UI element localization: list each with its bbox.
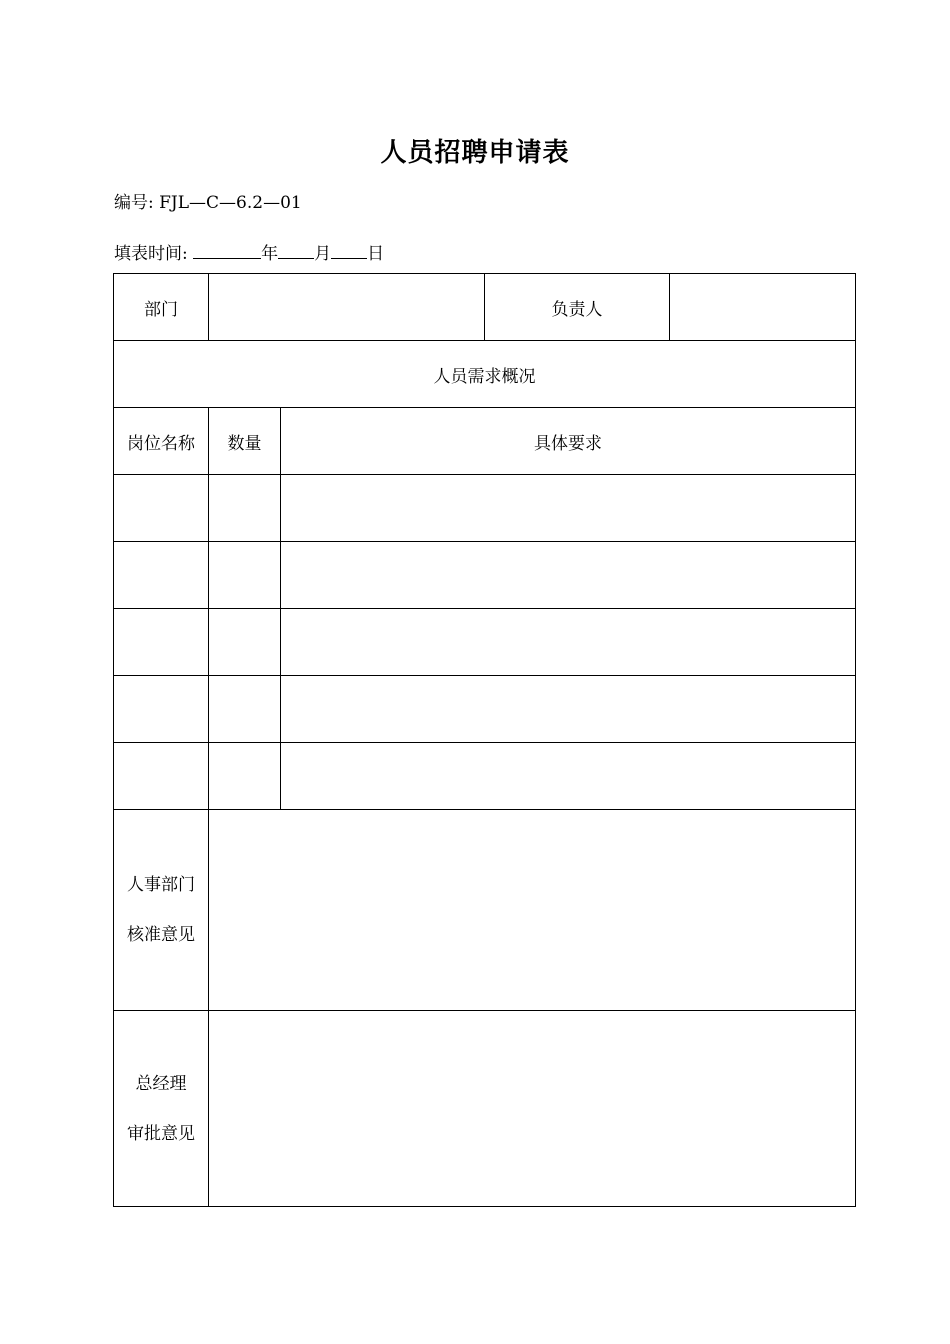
col-position-header: 岗位名称 bbox=[114, 408, 209, 475]
hr-opinion-line1: 人事部门 bbox=[127, 875, 195, 895]
month-label: 月 bbox=[314, 244, 332, 264]
form-code-value: FJL—C—6.2—01 bbox=[159, 193, 302, 213]
hr-opinion-line2: 核准意见 bbox=[127, 925, 195, 945]
requirements-cell[interactable] bbox=[281, 676, 856, 743]
quantity-cell[interactable] bbox=[209, 609, 281, 676]
gm-opinion-line1: 总经理 bbox=[135, 1073, 187, 1094]
gm-opinion-line2: 审批意见 bbox=[127, 1123, 195, 1144]
gm-opinion-row bbox=[114, 1011, 856, 1207]
gm-opinion-cell[interactable] bbox=[209, 1011, 856, 1207]
position-cell[interactable] bbox=[114, 676, 209, 743]
dept-row bbox=[114, 274, 856, 341]
quantity-cell[interactable] bbox=[209, 743, 281, 810]
section-title-row bbox=[114, 341, 856, 408]
form-code-label: 编号: bbox=[114, 193, 154, 213]
day-label: 日 bbox=[367, 244, 385, 264]
requirements-cell[interactable] bbox=[281, 743, 856, 810]
quantity-cell[interactable] bbox=[209, 676, 281, 743]
year-label: 年 bbox=[261, 244, 279, 264]
position-cell[interactable] bbox=[114, 475, 209, 542]
column-header-row bbox=[114, 408, 856, 475]
dept-value-cell[interactable] bbox=[209, 274, 485, 341]
col-requirements-header: 具体要求 bbox=[281, 408, 856, 475]
table-row bbox=[114, 542, 856, 609]
form-code bbox=[114, 188, 302, 213]
gm-opinion-label bbox=[114, 1011, 209, 1207]
owner-label: 负责人 bbox=[485, 274, 670, 341]
hr-opinion-label bbox=[114, 810, 209, 1011]
col-quantity-header: 数量 bbox=[209, 408, 281, 475]
day-blank[interactable] bbox=[331, 241, 367, 259]
table-row bbox=[114, 475, 856, 542]
position-cell[interactable] bbox=[114, 743, 209, 810]
year-blank[interactable] bbox=[193, 241, 261, 259]
quantity-cell[interactable] bbox=[209, 542, 281, 609]
owner-value-cell[interactable] bbox=[670, 274, 856, 341]
requirements-cell[interactable] bbox=[281, 542, 856, 609]
dept-label: 部门 bbox=[114, 274, 209, 341]
position-cell[interactable] bbox=[114, 542, 209, 609]
position-cell[interactable] bbox=[114, 609, 209, 676]
month-blank[interactable] bbox=[278, 241, 314, 259]
hr-opinion-row bbox=[114, 810, 856, 1011]
quantity-cell[interactable] bbox=[209, 475, 281, 542]
table-row bbox=[114, 743, 856, 810]
requirements-cell[interactable] bbox=[281, 475, 856, 542]
table-row bbox=[114, 609, 856, 676]
recruitment-form-table bbox=[113, 273, 856, 1207]
fill-date-label: 填表时间: bbox=[114, 244, 188, 264]
requirements-cell[interactable] bbox=[281, 609, 856, 676]
page-title: 人员招聘申请表 bbox=[380, 138, 570, 168]
fill-date bbox=[114, 239, 384, 264]
hr-opinion-cell[interactable] bbox=[209, 810, 856, 1011]
table-row bbox=[114, 676, 856, 743]
section-title: 人员需求概况 bbox=[114, 341, 856, 408]
